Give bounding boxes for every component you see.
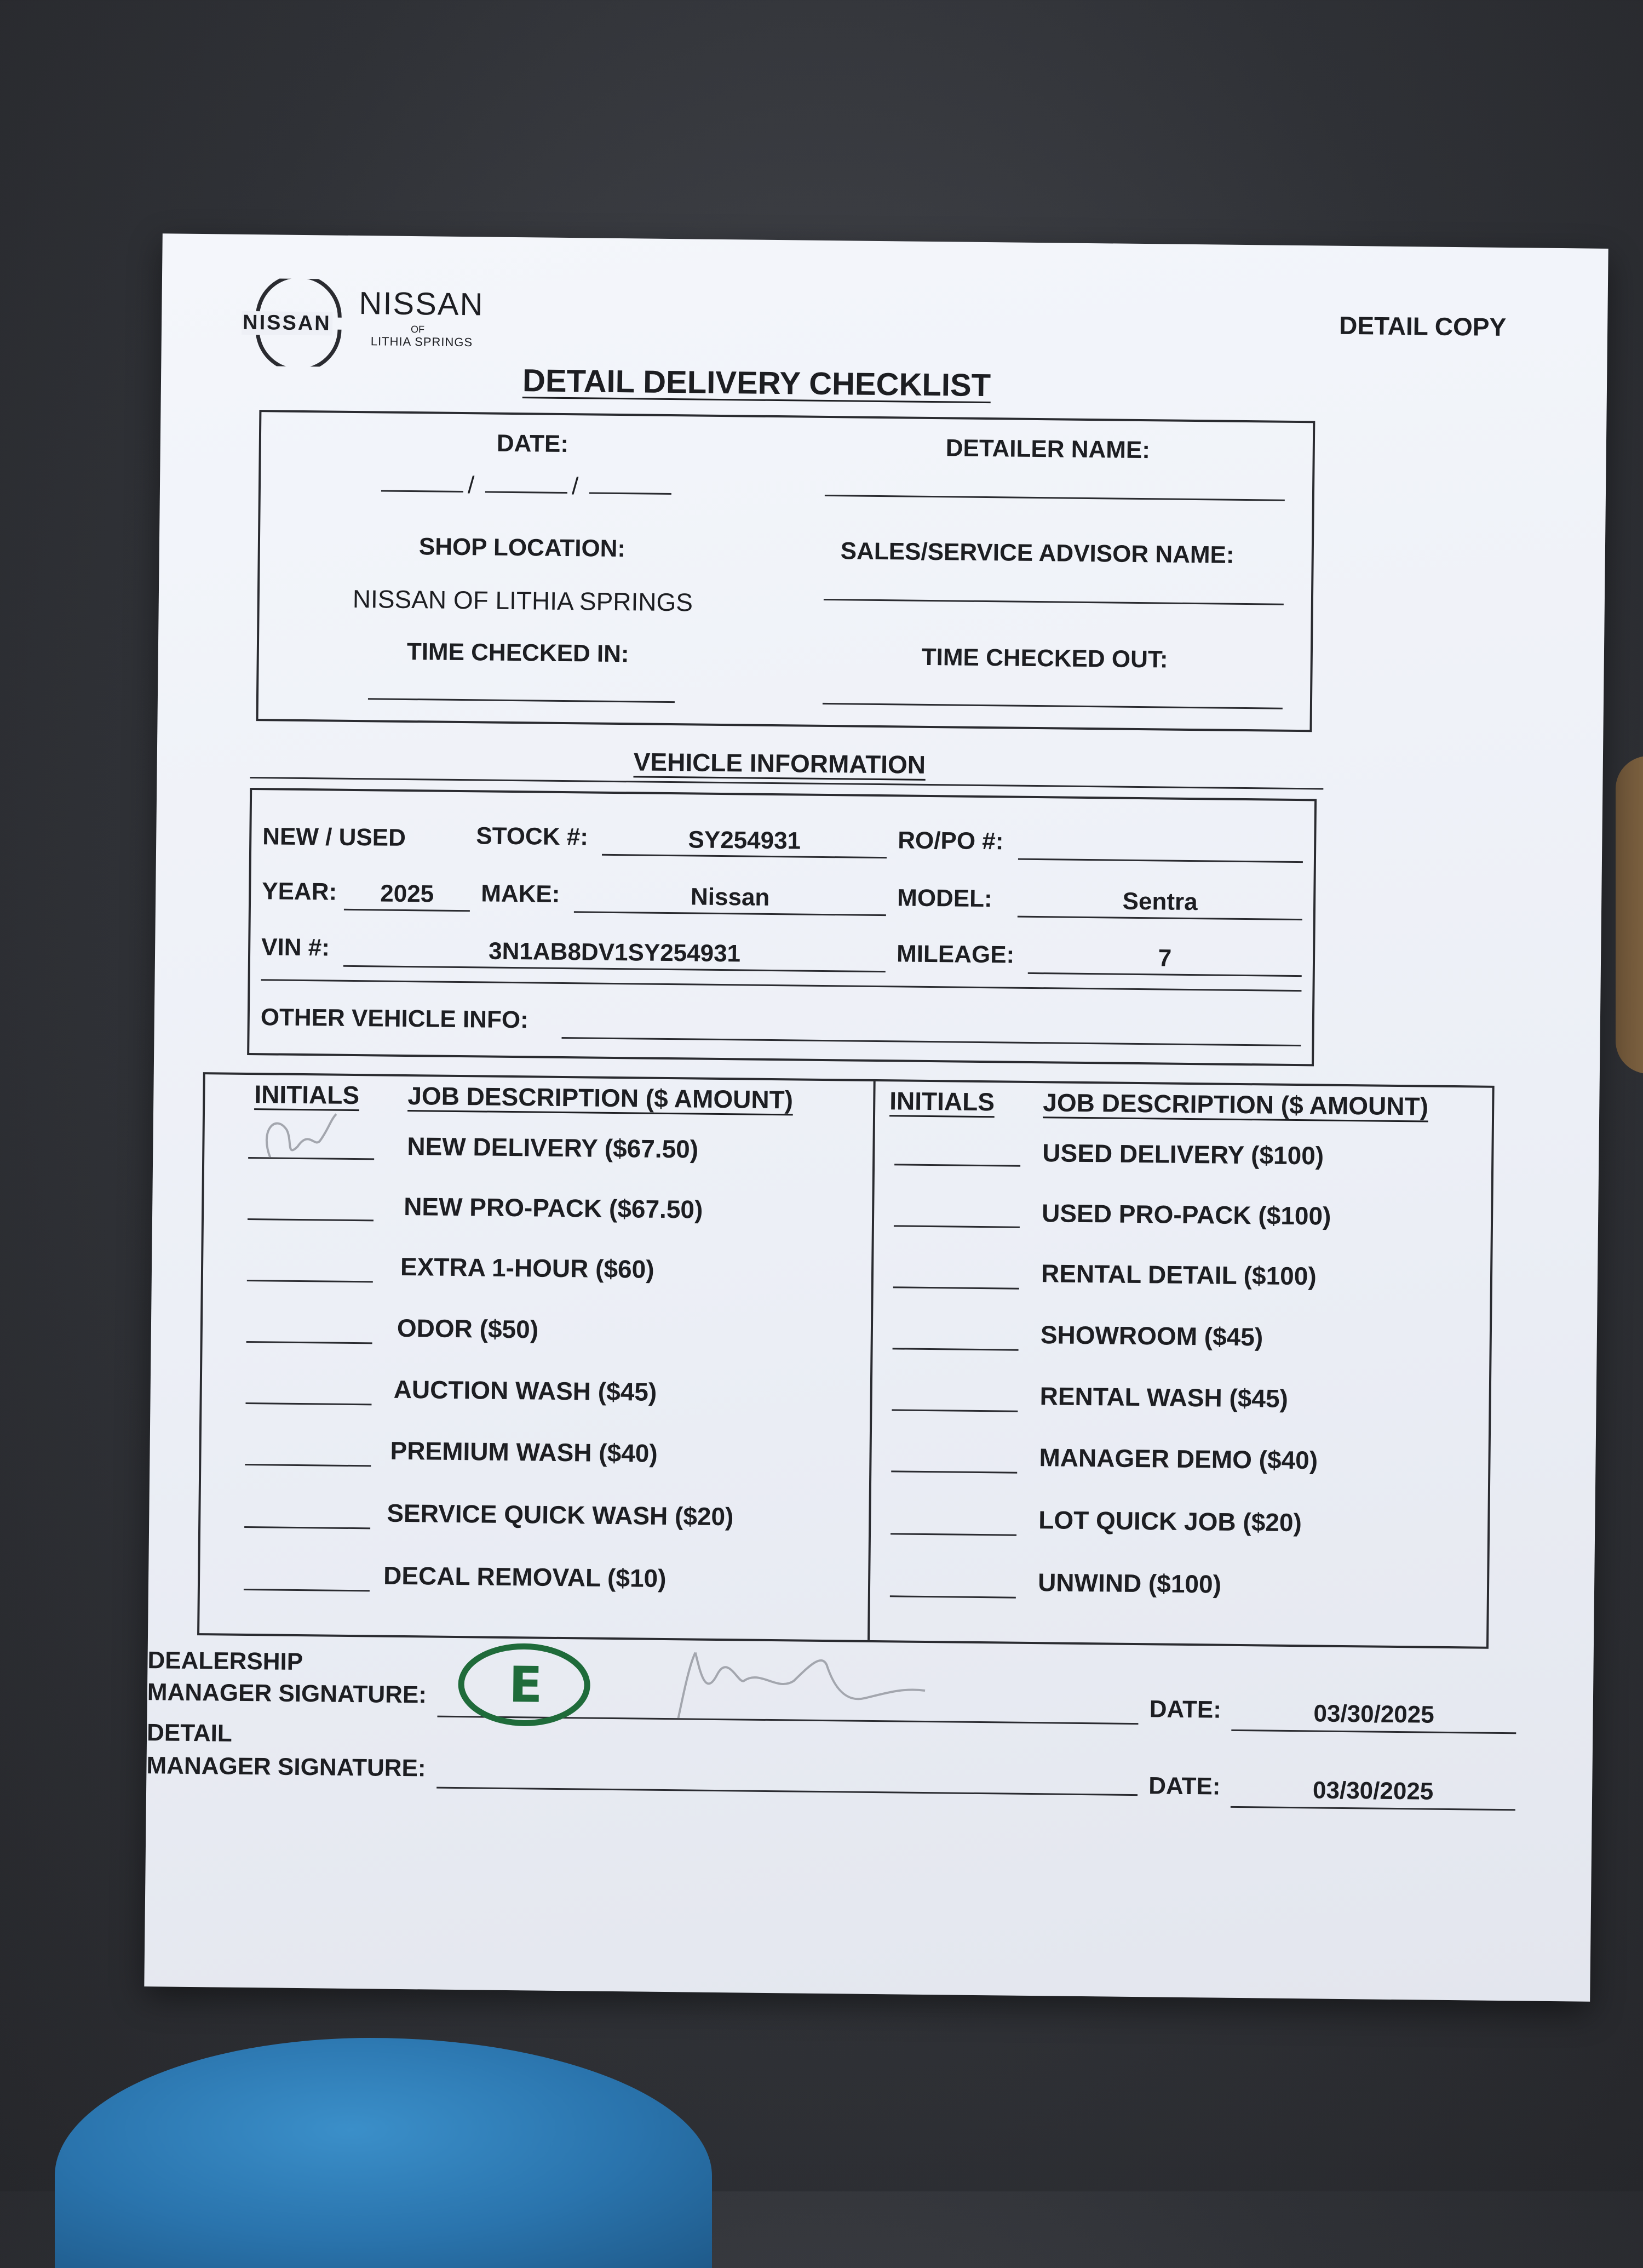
pencil-signature xyxy=(667,1641,942,1732)
vehicle-info-box xyxy=(247,788,1317,1066)
page-title: DETAIL DELIVERY CHECKLIST xyxy=(522,363,991,404)
job-item: USED DELIVERY ($100) xyxy=(1042,1138,1324,1170)
initials-field[interactable] xyxy=(247,1280,373,1282)
delivery-info-box xyxy=(256,410,1315,732)
wooden-object xyxy=(1616,756,1643,1074)
detail-date-field[interactable] xyxy=(1231,1806,1515,1811)
job-item: USED PRO-PACK ($100) xyxy=(1041,1199,1331,1230)
date-label: DATE: xyxy=(496,429,569,458)
jobs-column-divider xyxy=(868,1081,876,1640)
job-header-left: JOB DESCRIPTION ($ AMOUNT) xyxy=(407,1081,794,1114)
dealer-of: OF xyxy=(410,324,425,335)
shop-location-value: NISSAN OF LITHIA SPRINGS xyxy=(352,584,693,617)
checklist-paper xyxy=(144,233,1608,2001)
ropo-field[interactable] xyxy=(1018,858,1303,863)
initials-field[interactable] xyxy=(894,1225,1020,1228)
model-label: MODEL: xyxy=(897,884,992,913)
initials-field[interactable] xyxy=(892,1409,1018,1412)
initials-field[interactable] xyxy=(893,1348,1019,1350)
nissan-logo xyxy=(242,278,484,368)
detail-date-value: 03/30/2025 xyxy=(1312,1777,1434,1805)
year-label: YEAR: xyxy=(262,878,337,906)
initials-field[interactable] xyxy=(245,1402,371,1405)
vin-label: VIN #: xyxy=(261,933,330,961)
time-in-field[interactable] xyxy=(368,698,675,703)
detailer-label: DETAILER NAME: xyxy=(945,434,1151,464)
time-out-field[interactable] xyxy=(823,703,1283,709)
pencil-initials-mark xyxy=(254,1097,353,1180)
detail-sig-label-2: MANAGER SIGNATURE: xyxy=(146,1752,426,1782)
new-used-label: NEW / USED xyxy=(262,823,406,851)
section-rule xyxy=(250,777,1323,790)
stock-value: SY254931 xyxy=(688,826,801,855)
job-item: PREMIUM WASH ($40) xyxy=(390,1436,658,1468)
advisor-name-field[interactable] xyxy=(824,599,1284,605)
initials-field[interactable] xyxy=(245,1464,371,1467)
stamp-letter: E xyxy=(508,1656,543,1714)
copy-label: DETAIL COPY xyxy=(1338,311,1507,341)
green-initial-stamp xyxy=(453,1639,597,1734)
shop-location-label: SHOP LOCATION: xyxy=(418,533,626,563)
job-item: RENTAL WASH ($45) xyxy=(1039,1382,1289,1413)
job-item: DECAL REMOVAL ($10) xyxy=(383,1561,667,1593)
dealer-city: LITHIA SPRINGS xyxy=(370,334,473,350)
initials-field[interactable] xyxy=(891,1470,1017,1473)
stock-label: STOCK #: xyxy=(476,822,589,851)
year-field[interactable] xyxy=(344,909,470,912)
other-info-label: OTHER VEHICLE INFO: xyxy=(260,1004,528,1034)
vin-value: 3N1AB8DV1SY254931 xyxy=(488,937,741,967)
detail-sig-label-1: DETAIL xyxy=(146,1719,233,1747)
job-item: ODOR ($50) xyxy=(397,1313,539,1344)
blank-rule xyxy=(261,979,1302,992)
blue-microfiber-towel xyxy=(55,2038,712,2268)
logo-wordmark: NISSAN xyxy=(242,311,332,336)
job-item: SERVICE QUICK WASH ($20) xyxy=(387,1498,734,1531)
job-item: MANAGER DEMO ($40) xyxy=(1039,1443,1318,1475)
job-item: LOT QUICK JOB ($20) xyxy=(1038,1505,1302,1537)
initials-field[interactable] xyxy=(244,1589,370,1591)
initials-field[interactable] xyxy=(891,1533,1016,1536)
initials-field[interactable] xyxy=(246,1341,372,1344)
job-item: NEW PRO-PACK ($67.50) xyxy=(403,1192,703,1224)
initials-field[interactable] xyxy=(248,1218,374,1221)
time-out-label: TIME CHECKED OUT: xyxy=(921,643,1168,673)
other-info-field[interactable] xyxy=(561,1037,1301,1046)
job-item: RENTAL DETAIL ($100) xyxy=(1041,1259,1317,1291)
make-label: MAKE: xyxy=(480,880,560,908)
date-separator: / xyxy=(571,473,579,500)
date-year-field[interactable] xyxy=(589,492,671,495)
jobs-table xyxy=(197,1072,1495,1649)
job-item: AUCTION WASH ($45) xyxy=(393,1374,657,1406)
initials-field[interactable] xyxy=(890,1595,1016,1598)
advisor-label: SALES/SERVICE ADVISOR NAME: xyxy=(840,537,1234,569)
mileage-label: MILEAGE: xyxy=(896,940,1015,969)
job-header-right: JOB DESCRIPTION ($ AMOUNT) xyxy=(1043,1088,1429,1121)
dealer-name: NISSAN xyxy=(359,285,484,323)
job-item: EXTRA 1-HOUR ($60) xyxy=(400,1252,654,1284)
year-value: 2025 xyxy=(380,880,434,908)
job-item: NEW DELIVERY ($67.50) xyxy=(407,1132,699,1164)
detail-date-label: DATE: xyxy=(1148,1772,1221,1800)
detailer-name-field[interactable] xyxy=(825,495,1285,501)
make-value: Nissan xyxy=(690,883,770,911)
dealership-date-value: 03/30/2025 xyxy=(1313,1700,1435,1728)
model-value: Sentra xyxy=(1122,887,1198,916)
dealership-date-label: DATE: xyxy=(1149,1696,1222,1723)
initials-field[interactable] xyxy=(244,1526,370,1529)
dealership-sig-label-2: MANAGER SIGNATURE: xyxy=(147,1679,427,1709)
initials-header-left: INITIALS xyxy=(254,1080,360,1110)
initials-field[interactable] xyxy=(894,1164,1020,1166)
dealership-sig-label-1: DEALERSHIP xyxy=(147,1647,303,1676)
ropo-label: RO/PO #: xyxy=(898,827,1004,855)
initials-header-right: INITIALS xyxy=(889,1086,995,1116)
dealership-date-field[interactable] xyxy=(1231,1729,1516,1734)
time-in-label: TIME CHECKED IN: xyxy=(406,638,629,668)
date-day-field[interactable] xyxy=(485,491,567,494)
detail-signature-field[interactable] xyxy=(436,1787,1138,1796)
job-item: SHOWROOM ($45) xyxy=(1040,1320,1263,1351)
date-month-field[interactable] xyxy=(381,490,463,492)
date-separator: / xyxy=(467,472,475,499)
job-item: UNWIND ($100) xyxy=(1037,1568,1222,1599)
initials-field[interactable] xyxy=(893,1286,1019,1289)
mileage-value: 7 xyxy=(1158,944,1172,972)
vehicle-section-title: VEHICLE INFORMATION xyxy=(633,747,926,779)
